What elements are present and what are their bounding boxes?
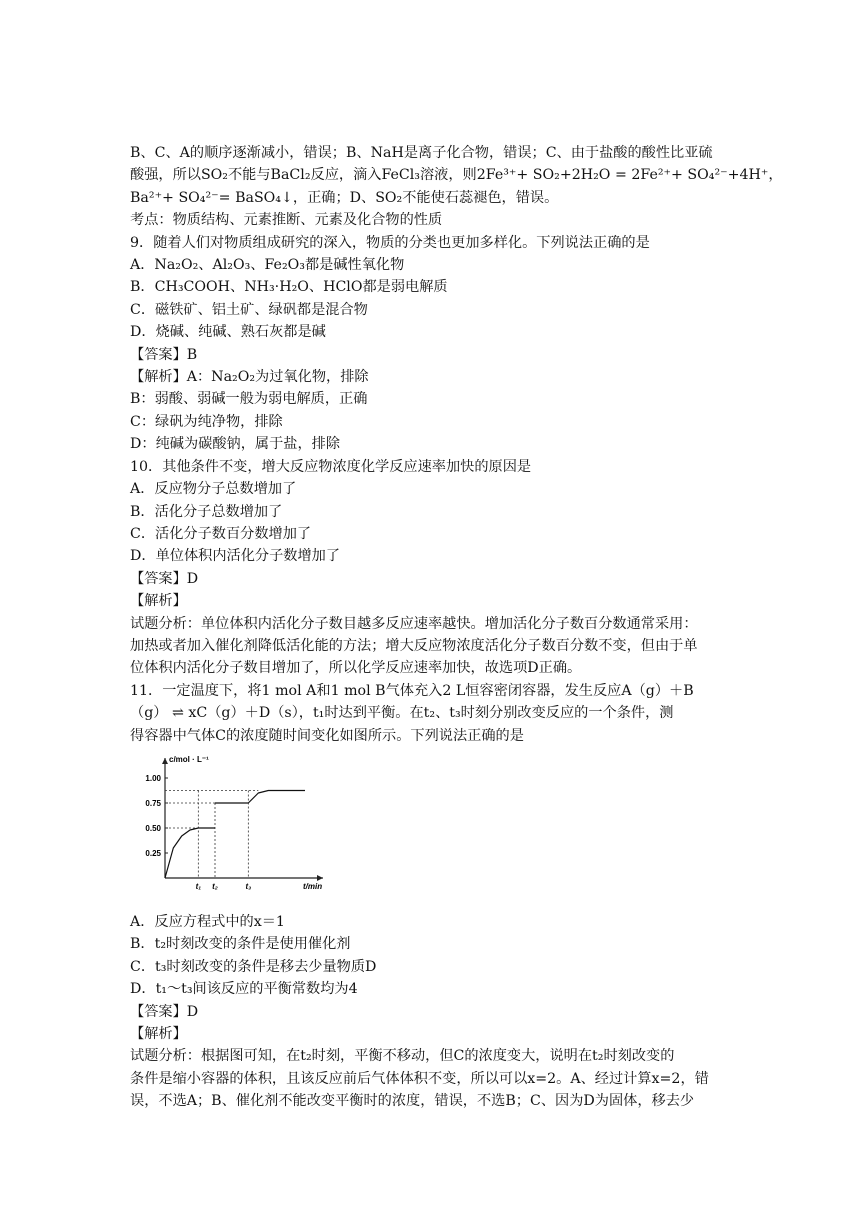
q10-analysis-label: 【解析】 <box>130 593 187 610</box>
y-tick-label: 0.50 <box>145 823 161 833</box>
series-line <box>215 790 305 803</box>
q11-analysis-line: 条件是缩小容器的体积，且该反应前后气体体积不变，所以可以x=2。A、经过计算x=2，错 <box>130 1070 709 1087</box>
q11-analysis-line: 试题分析：根据图可知，在t₂时刻，平衡不移动，但C的浓度变大，说明在t₂时刻改变的 <box>130 1048 675 1065</box>
q9-option-c: C．磁铁矿、铝土矿、绿矾都是混合物 <box>130 301 368 318</box>
q9-option-d: D．烧碱、纯碱、熟石灰都是碱 <box>130 324 326 341</box>
q11-option-c: C．t₃时刻改变的条件是移去少量物质D <box>130 958 377 975</box>
y-tick-label: 1.00 <box>145 773 161 783</box>
text-line: 酸强，所以SO₂不能与BaCl₂反应，滴入FeCl₃溶液，则2Fe³⁺+ SO₂+2H₂O = 2Fe²⁺+ SO₄²⁻+4H⁺， <box>130 167 783 184</box>
question-10-stem: 10．其他条件不变，增大反应物浓度化学反应速率加快的原因是 <box>130 458 532 475</box>
question-11-stem: 得容器中气体C的浓度随时间变化如图所示。下列说法正确的是 <box>130 727 524 744</box>
concentration-chart <box>130 753 730 903</box>
text-line: Ba²⁺+ SO₄²⁻= BaSO₄↓，正确；D、SO₂不能使石蕊褪色，错误。 <box>130 189 559 206</box>
y-tick-label: 0.75 <box>145 798 161 808</box>
text-line: 考点：物质结构、元素推断、元素及化合物的性质 <box>130 212 443 229</box>
document-page <box>130 142 783 1113</box>
x-axis-arrow <box>317 875 323 881</box>
q10-analysis-line: 试题分析：单位体积内活化分子数目越多反应速率越快。增加活化分子数百分数通常采用： <box>130 615 698 632</box>
q11-option-d: D．t₁～t₃间该反应的平衡常数均为4 <box>130 981 358 998</box>
q9-option-b: B．CH₃COOH、NH₃·H₂O、HClO都是弱电解质 <box>130 279 448 296</box>
q10-analysis-line: 位体积内活化分子数目增加了，所以化学反应速率加快，故选项D正确。 <box>130 660 582 677</box>
y-axis-arrow <box>162 758 168 764</box>
q9-analysis-line: D：纯碱为碳酸钠，属于盐，排除 <box>130 436 341 453</box>
q10-analysis-line: 加热或者加入催化剂降低活化能的方法；增大反应物浓度活化分子数百分数不变，但由于单 <box>130 637 698 654</box>
q10-answer: 【答案】D <box>130 570 199 587</box>
q10-option-b: B．活化分子总数增加了 <box>130 503 283 520</box>
q9-option-a: A．Na₂O₂、Al₂O₃、Fe₂O₃都是碱性氧化物 <box>130 257 405 274</box>
y-tick-label: 0.25 <box>145 848 161 858</box>
q10-option-a: A．反应物分子总数增加了 <box>130 481 297 498</box>
x-tick-label: t₁ <box>195 881 202 891</box>
text-line: B、C、A的顺序逐渐减小，错误；B、NaH是离子化合物，错误；C、由于盐酸的酸性比亚硫 <box>130 145 713 161</box>
series-line <box>165 828 215 878</box>
question-11-stem: 11．一定温度下，将1 mol A和1 mol B气体充入2 L恒容密闭容器，发生反应A（g）＋B <box>130 682 694 699</box>
q11-analysis-label: 【解析】 <box>130 1026 187 1042</box>
question-9-stem: 9．随着人们对物质组成研究的深入，物质的分类也更加多样化。下列说法正确的是 <box>130 234 650 251</box>
concentration-chart-svg <box>130 753 330 903</box>
q11-analysis-line: 误，不选A；B、催化剂不能改变平衡时的浓度，错误，不选B；C、因为D为固体，移去少 <box>130 1093 695 1110</box>
q9-analysis-line: 【解析】A：Na₂O₂为过氧化物，排除 <box>130 369 369 386</box>
question-11-stem: （g） ⇌ xC（g）＋D（s），t₁时达到平衡。在t₂、t₃时刻分别改变反应的一个条件，测 <box>130 705 674 722</box>
q11-option-a: A．反应方程式中的x＝1 <box>130 913 285 930</box>
y-axis-label: c/mol · L⁻¹ <box>169 754 209 764</box>
x-axis-label: t/min <box>303 881 323 891</box>
q10-option-c: C．活化分子数百分数增加了 <box>130 525 312 542</box>
q11-answer: 【答案】D <box>130 1003 199 1020</box>
x-tick-label: t₃ <box>245 881 252 891</box>
q9-answer: 【答案】B <box>130 346 198 363</box>
q9-analysis-line: C：绿矾为纯净物，排除 <box>130 413 283 430</box>
q10-option-d: D．单位体积内活化分子数增加了 <box>130 548 341 565</box>
q9-analysis-line: B：弱酸、弱碱一般为弱电解质，正确 <box>130 391 368 408</box>
x-tick-label: t₂ <box>212 881 218 891</box>
q11-option-b: B．t₂时刻改变的条件是使用催化剂 <box>130 936 351 953</box>
